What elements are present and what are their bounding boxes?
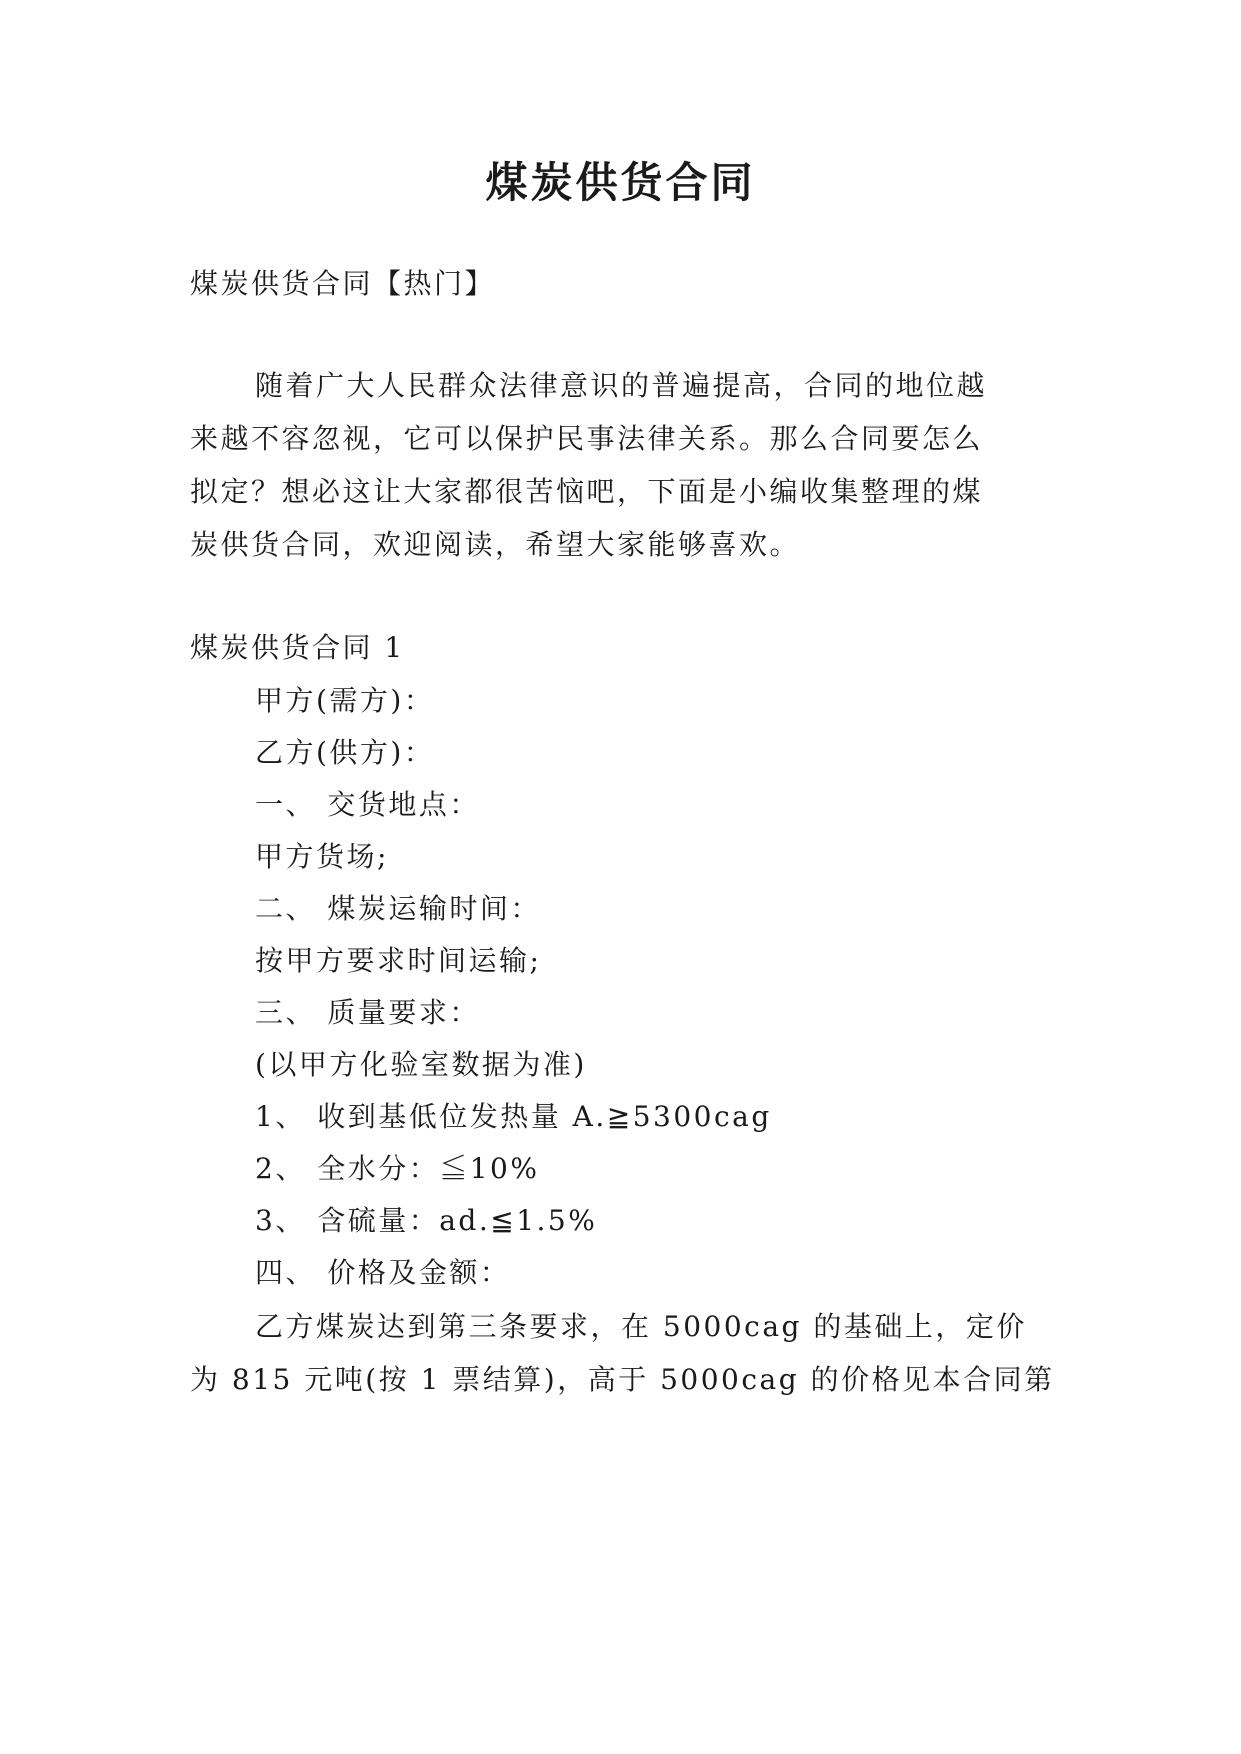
section-heading: 煤炭供货合同 1 [190,631,405,664]
intro-line: 炭供货合同，欢迎阅读，希望大家能够喜欢。 [190,528,801,561]
intro-line: 来越不容忽视，它可以保护民事法律关系。那么合同要怎么 [190,422,984,455]
body-line: 甲方(需方)： [255,684,435,717]
intro-line: 随着广大人民群众法律意识的普遍提高，合同的地位越 [255,369,988,402]
body-line: 3、 含硫量：ad.≦1.5% [255,1204,598,1237]
closing-line: 为 815 元吨(按 1 票结算)，高于 5000cag 的价格见本合同第 [190,1363,1055,1396]
body-line: (以甲方化验室数据为准) [255,1048,587,1081]
document-title: 煤炭供货合同 [485,158,756,207]
intro-line: 拟定？想必这让大家都很苦恼吧，下面是小编收集整理的煤 [190,475,984,508]
body-line: 三、 质量要求： [255,996,480,1029]
closing-line: 乙方煤炭达到第三条要求，在 5000cag 的基础上，定价 [255,1310,1027,1343]
body-line: 1、 收到基低位发热量 A.≧5300cag [255,1100,772,1133]
body-line: 二、 煤炭运输时间： [255,892,541,925]
document-subtitle: 煤炭供货合同【热门】 [190,267,496,300]
body-line: 按甲方要求时间运输; [255,944,542,977]
body-line: 四、 价格及金额： [255,1256,511,1289]
body-line: 一、 交货地点： [255,788,480,821]
body-line: 乙方(供方)： [255,736,435,769]
body-line: 甲方货场; [255,840,389,873]
body-line: 2、 全水分：≦10% [255,1152,540,1185]
